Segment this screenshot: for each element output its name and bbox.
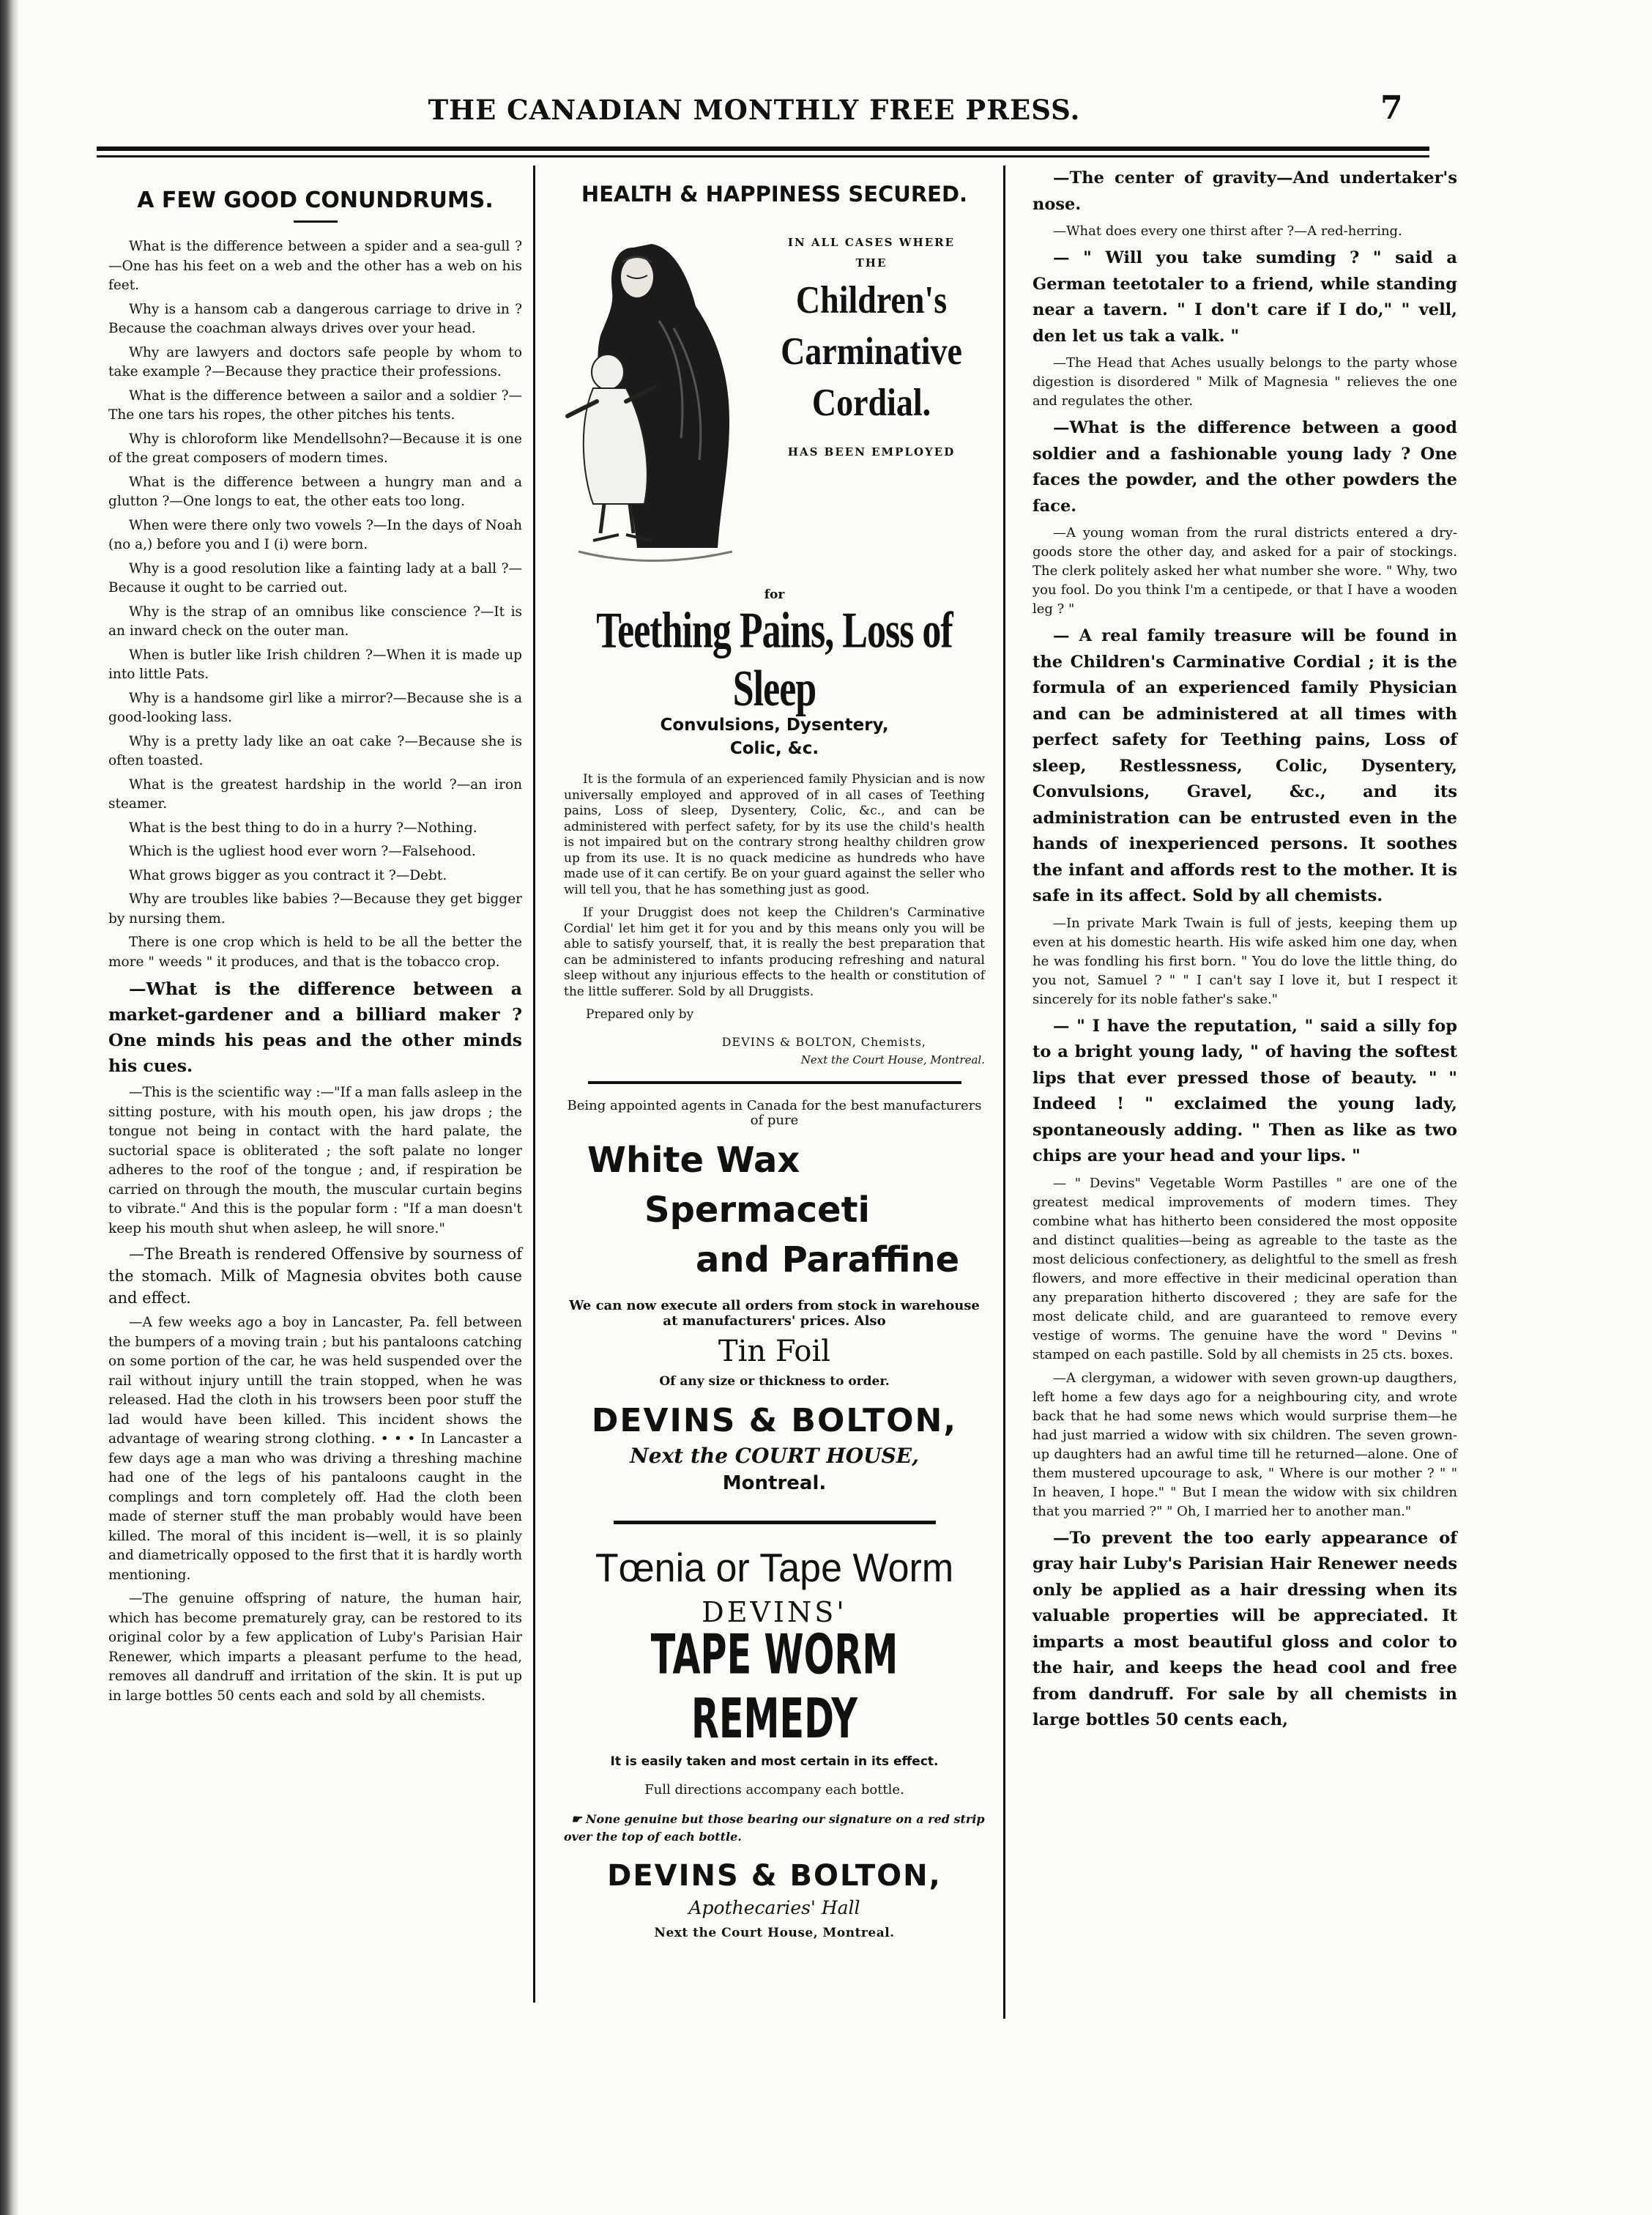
article-paragraph: What is the greatest hardship in the world ?—an iron steamer. [108, 776, 522, 812]
article-paragraph: When is butler like Irish children ?—When it is made up into little Pats. [108, 647, 522, 682]
for-label: for [764, 587, 785, 602]
brand-name: DEVINS' [702, 1596, 847, 1628]
title-rule [294, 220, 338, 223]
conundrums-title: A FEW GOOD CONUNDRUMS. [137, 188, 494, 213]
genuine-notice: ☛ None genuine but those bearing our signature on a red strip over the top of each bottle. [564, 1812, 985, 1844]
article-paragraph: —This is the scientific way :—"If a man falls asleep in the sitting posture, with his mouth open, his jaw drops ; the tongue not being in contact with the hard palate, the suctorial space is obliterated ; the soft palate no longer adheres to the roof of the tongue ; and, if respiration be carried on through the mouth, the muscular curtain begins to vibrate." And this is the popular form : "If a man doesn't keep his mouth shut when asleep, he will snore." [108, 1085, 522, 1236]
product-name: TAPE WORM REMEDY [650, 1622, 898, 1751]
firm-address: Next the COURT HOUSE, [630, 1444, 919, 1468]
product-name-2: Carminative [781, 330, 962, 373]
article-paragraph: —A clergyman, a widower with seven grown-up daugthers, left home a few days ago for a neighbouring city, and wrote back that he had some news which would surprise them—he had just married a widow with six children. The seven grown-up daughters had an awful time till he returned—alone. One of them mustered upcourage to ask, " Where is our mother ? " " In heaven, I hope." " But I mean the widow with six children that you married ?" " Oh, I married her to another man." [1032, 1370, 1457, 1519]
article-paragraph: There is one crop which is held to be all the better the more " weeds " it produces, and that is the tobacco crop. [108, 935, 522, 970]
tapeworm-ad [564, 1546, 985, 1940]
ad-divider-2 [614, 1521, 936, 1524]
page-number: 7 [1380, 89, 1403, 127]
right-paragraphs [1032, 166, 1457, 1734]
article-paragraph: — " Will you take sumding ? " said a German teetotaler to a friend, while standing near a tavern. " I don't care if I do," " vell, den let us tak a valk. " [1032, 248, 1457, 346]
ad-hero [564, 218, 985, 592]
white-wax: White Wax [587, 1140, 800, 1181]
firm-address-2: Next the Court House, Montreal. [654, 1926, 895, 1940]
ailments-line-3: Colic, &c. [729, 739, 819, 758]
running-head: THE CANADIAN MONTHLY FREE PRESS. [428, 94, 1081, 126]
article-paragraph: What is the best thing to do in a hurry ?—Nothing. [129, 820, 477, 836]
apothecaries-hall: Apothecaries' Hall [688, 1897, 860, 1918]
column-divider-1 [533, 166, 535, 2003]
execute-orders: We can now execute all orders from stock in warehouse at manufacturers' prices. Also [569, 1298, 980, 1329]
prepared-by: Prepared only by [586, 1007, 694, 1022]
ailments-line-2: Convulsions, Dysentery, [660, 716, 889, 735]
article-paragraph: Why is chloroform like Mendellsohn?—Because it is one of the great composers of modern times. [108, 431, 522, 466]
article-paragraph: —In private Mark Twain is full of jests, keeping them up even at his domestic hearth. His wife asked him one day, when he was fondling his first born. " You do love the little thing, do you not, Samuel ? " " I can't say I love it, but I respect it sincerely for its noble father's sake." [1032, 915, 1457, 1007]
article-paragraph: Why is a hansom cab a dangerous carriage to drive in ? Because the coachman always drives over your head. [108, 301, 522, 336]
any-size: Of any size or thickness to order. [659, 1374, 890, 1389]
article-paragraph: Why are troubles like babies ?—Because they get bigger by nursing them. [108, 891, 522, 927]
left-column [108, 166, 522, 1706]
article-paragraph: —A young woman from the rural districts entered a dry-goods store the other day, and asked for a pair of stockings. The clerk politely asked her what number she wore. " Why, two you fool. Do you think I'm a centipede, or that I have a wooden leg ? " [1032, 525, 1457, 617]
ad-divider [588, 1081, 961, 1084]
article-paragraph: What is the difference between a spider and a sea-gull ?—One has his feet on a web and the other has a web on his feet. [108, 239, 522, 293]
article-paragraph: —A few weeks ago a boy in Lancaster, Pa. fell between the bumpers of a moving train ; but his pantaloons catching on some portion of the car, he was held suspended over the rail without injury untill the train stopped, when he was released. Had the cloth in his trowsers been poor stuff the lad would have been killed. This incident shows the advantage of wearing strong clothing. • • • In Lancaster a few days age a man who was driving a threshing machine had one of the legs of his pantaloons caught in the complings and torn completely off. Had the cloth been made of sterner stuff the man probably would have been killed. The moral of this incident is—well, it is so plainly and diametrically opposed to the first that it is hardly worth mentioning. [108, 1315, 522, 1583]
page-binding-edge [0, 0, 19, 2215]
ailments-headline: Teething Pains, Loss of Sleep [596, 602, 953, 718]
product-name-1: Children's [795, 278, 948, 322]
header-rule [97, 146, 1429, 151]
right-column [1032, 166, 1457, 1734]
article-paragraph: What grows bigger as you contract it ?—Debt. [129, 867, 447, 883]
tin-foil: Tin Foil [718, 1335, 831, 1368]
article-paragraph: —The genuine offspring of nature, the human hair, which has become prematurely gray, can be restored to its original color by a few application of Luby's Parisian Hair Renewer, which imparts a pleasant perfume to the head, removes all dandruff and irritation of the skin. It is put up in large bottles 50 cents each and sold by all chemists. [108, 1591, 522, 1704]
ad-body-1: It is the formula of an experienced family Physician and is now universally employed and approved of in all cases of Teething pains, Loss of sleep, Dysentery, Colic, &c., and can be administered with perfect safety, for by its use the child's health is not impaired but on the contrary strong healthy children grow up from its use. It is no quack medicine as hundreds who have made use of it can certify. Be on your guard against the seller who will tell you, that he has something just as good. [564, 772, 985, 897]
mother-and-child-illustration [564, 218, 754, 585]
article-paragraph: Why are lawyers and doctors safe people by whom to take example ?—Because they practice their professions. [108, 344, 522, 379]
tapeworm-heading: Tœnia or Tape Worm [595, 1546, 954, 1591]
full-directions: Full directions accompany each bottle. [644, 1782, 904, 1797]
ad-body-2: If your Druggist does not keep the Children's Carminative Cordial' let him get it for you and by this means only you will be able to satisfy yourself, that, it is really the best preparation that can be administered to infants producing refreshing and natural sleep without any injurious effects to the health or constitution of the little sufferer. Sold by all Druggists. [564, 905, 985, 999]
article-paragraph: Why is the strap of an omnibus like conscience ?—It is an inward check on the outer man. [108, 604, 522, 639]
left-paragraphs [108, 237, 522, 1706]
ad-hero-text [758, 218, 985, 459]
article-paragraph: —The Head that Aches usually belongs to the party whose digestion is disordered " Milk of Magnesia " relieves the one and regulates the other. [1032, 355, 1457, 409]
article-paragraph: Why is a pretty lady like an oat cake ?—Because she is often toasted. [108, 733, 522, 768]
header-rule-thin [97, 155, 1429, 157]
article-paragraph: —What is the difference between a market-gardener and a billiard maker ? One minds his peas and the other minds his cues. [108, 979, 522, 1076]
article-paragraph: —The Breath is rendered Offensive by sourness of the stomach. Milk of Magnesia obvites both cause and effect. [108, 1245, 522, 1307]
agents-text: Being appointed agents in Canada for the best manufacturers of pure [567, 1098, 982, 1128]
carminative-ad [564, 182, 985, 1066]
signature-firm: DEVINS & BOLTON, Chemists, [721, 1035, 926, 1049]
article-paragraph: What is the difference between a hungry man and a glutton ?—One longs to eat, the other eats too long. [108, 474, 522, 509]
product-name-3: Cordial. [811, 381, 931, 424]
article-paragraph: — " Devins" Vegetable Worm Pastilles " are one of the greatest medical improvements of modern times. They combine what has hitherto been considered the most opposite and distinct qualities—being as agreable to the taste as the most delicious confectionery, as delightful to the smell as fresh flowers, and more effective in their medicinal operation than any preparation hitherto discovered ; they are safe for the most delicate child, and are guaranteed to remove every vestige of worms. The genuine have the word " Devins " stamped on each pastille. Sold by all chemists in 25 cts. boxes. [1032, 1175, 1457, 1362]
article-paragraph: When were there only two vowels ?—In the days of Noah (no a,) before you and I (i) were born. [108, 517, 522, 552]
easily-taken: It is easily taken and most certain in its effect. [610, 1754, 939, 1769]
article-paragraph: Why is a handsome girl like a mirror?—Because she is a good-looking lass. [108, 690, 522, 725]
article-paragraph: —What does every one thirst after ?—A red-herring. [1053, 223, 1402, 239]
firm-city: Montreal. [722, 1472, 827, 1494]
in-all-cases: IN ALL CASES WHERE [787, 236, 956, 249]
article-paragraph: Why is a good resolution like a fainting lady at a ball ?—Because it ought to be carried out. [108, 560, 522, 596]
article-paragraph: — A real family treasure will be found in the Children's Carminative Cordial ; it is the formula of an experienced family Physician and can be administered at all times with perfect safety for Teething pains, Loss of sleep, Restlessness, Colic, Dysentery, Convulsions, Gravel, &c., and its administration can be entrusted even in the hands of inexperienced persons. It soothes the infant and affords rest to the mother. It is safe in its affect. Sold by all chemists. [1032, 626, 1457, 905]
ads-column [564, 166, 985, 1940]
column-divider-2 [1003, 166, 1005, 2019]
the-label: THE [855, 256, 888, 270]
employed-label: HAS BEEN EMPLOYED [787, 445, 956, 459]
article-paragraph: —What is the difference between a good soldier and a fashionable young lady ? One faces the powder, and the other powders the face. [1032, 418, 1457, 516]
article-paragraph: — " I have the reputation, " said a silly fop to a bright young lady, " of having the softest lips that ever pressed those of beauty. " " Indeed ! " exclaimed the young lady, spontaneously adding. " Then as like as two chips are your head and your lips. " [1032, 1016, 1457, 1165]
article-paragraph: —To prevent the too early appearance of gray hair Luby's Parisian Hair Renewer needs only be applied as a hair dressing when its valuable properties will be appreciated. It imparts a most beautiful gloss and color to the hair, and keeps the head cool and free from dandruff. For sale by all chemists in large bottles 50 cents each, [1032, 1528, 1457, 1729]
wax-ad [564, 1099, 985, 1494]
article-paragraph: What is the difference between a sailor and a soldier ?—The one tars his ropes, the other pitches his tents. [108, 387, 522, 423]
firm-name: DEVINS & BOLTON, [591, 1402, 958, 1439]
paraffine: and Paraffine [696, 1239, 960, 1280]
firm-name-2: DEVINS & BOLTON, [607, 1859, 942, 1893]
spermaceti: Spermaceti [644, 1190, 870, 1231]
article-paragraph: —The center of gravity—And undertaker's nose. [1032, 168, 1457, 214]
article-paragraph: Which is the ugliest hood ever worn ?—Falsehood. [129, 844, 476, 859]
signature-address: Next the Court House, Montreal. [800, 1053, 985, 1066]
ad-heading: HEALTH & HAPPINESS SECURED. [581, 182, 968, 207]
